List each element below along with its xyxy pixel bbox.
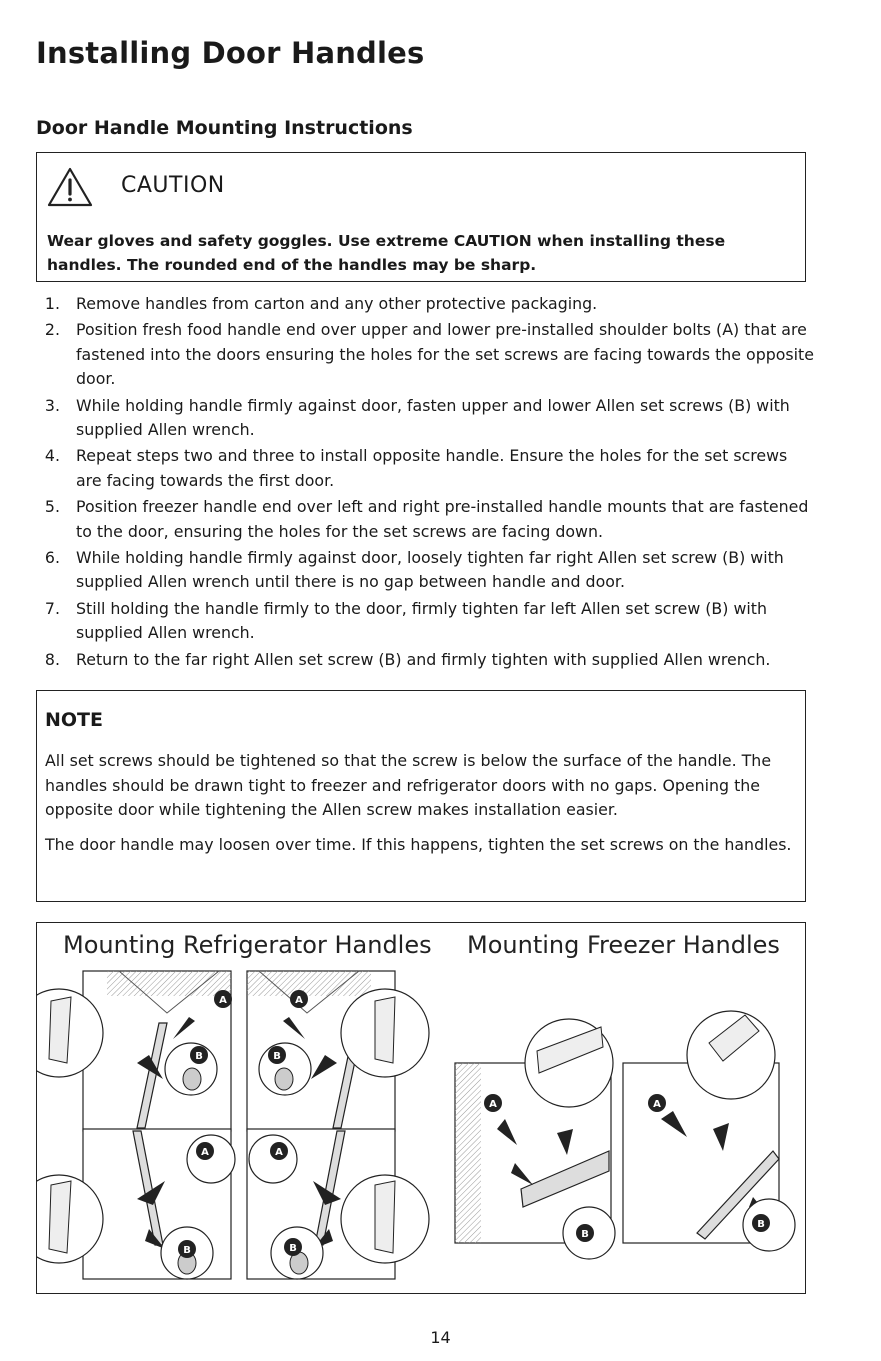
- step-item: [36, 648, 816, 672]
- label-a: A: [219, 995, 227, 1006]
- step-number: 1.: [44, 294, 60, 313]
- step-item: [36, 495, 816, 544]
- step-item: [36, 394, 816, 443]
- note-box: [36, 690, 806, 902]
- step-item: [36, 318, 816, 391]
- label-a-marker: [270, 1142, 288, 1160]
- freezer-figure-title: Mounting Freezer Handles: [467, 931, 780, 959]
- freezer-diagram-right: [623, 1011, 795, 1251]
- fridge-diagram-bottom-right: [247, 1129, 429, 1279]
- label-a-marker: [484, 1094, 502, 1112]
- label-b-marker: [752, 1214, 770, 1232]
- step-text: While holding handle firmly against door, loosely tighten far right Allen set screw (B) with supplied Allen wrench until there is no gap between handle and door.: [76, 548, 784, 592]
- step-text: Position freezer handle end over left and right pre-installed handle mounts that are fastened to the door, ensuring the holes for the set screws are facing down.: [76, 497, 809, 541]
- label-a-marker: [648, 1094, 666, 1112]
- label-a: A: [653, 1099, 661, 1110]
- fridge-diagram-bottom-left: [37, 1129, 235, 1279]
- label-b: B: [581, 1229, 589, 1240]
- step-text: Still holding the handle firmly to the door, firmly tighten far left Allen set screw (B) with supplied Allen wrench.: [76, 598, 767, 643]
- step-text: Repeat steps two and three to install opposite handle. Ensure the holes for the set screws are facing towards the first door.: [76, 446, 788, 490]
- page-number: 14: [430, 1328, 451, 1347]
- label-b: B: [273, 1051, 281, 1062]
- label-a-marker: [196, 1142, 214, 1160]
- label-b-marker: [268, 1046, 286, 1064]
- illustrations: [37, 923, 807, 1295]
- label-b-marker: [178, 1240, 196, 1258]
- note-heading: NOTE: [45, 709, 103, 731]
- step-number: 8.: [44, 649, 60, 669]
- step-number: 5.: [44, 497, 60, 517]
- label-b: B: [757, 1219, 765, 1230]
- fridge-diagram-top-right: [247, 971, 429, 1131]
- label-b: B: [183, 1245, 191, 1256]
- warning-triangle-icon: [47, 167, 93, 207]
- step-item: [36, 546, 816, 595]
- step-number: 4.: [44, 446, 60, 466]
- step-text: Position fresh food handle end over upper and lower pre-installed shoulder bolts (A) that are fastened into the doors ensuring the holes for the set screws are facing towards the opposite door.: [76, 320, 814, 389]
- label-a-marker: [214, 990, 232, 1008]
- freezer-diagram-left: [455, 1019, 615, 1259]
- label-a: A: [489, 1099, 497, 1110]
- caution-box: [36, 152, 806, 282]
- step-number: 3.: [44, 395, 60, 415]
- label-b: B: [195, 1051, 203, 1062]
- instruction-steps: [36, 292, 816, 674]
- page-title: Installing Door Handles: [36, 36, 425, 70]
- label-a: A: [275, 1147, 283, 1158]
- label-a-marker: [290, 990, 308, 1008]
- step-text: Return to the far right Allen set screw (B) and firmly tighten with supplied Allen wrench.: [76, 649, 771, 669]
- label-b: B: [289, 1243, 297, 1254]
- fridge-diagram-top-left: [37, 971, 232, 1131]
- step-item: [36, 292, 816, 316]
- step-number: 2.: [44, 320, 60, 340]
- label-b-marker: [190, 1046, 208, 1064]
- figures-box: [36, 922, 806, 1294]
- step-number: 7.: [44, 598, 60, 618]
- section-heading: Door Handle Mounting Instructions: [36, 117, 413, 139]
- step-item: [36, 444, 816, 493]
- note-paragraph: The door handle may loosen over time. If this happens, tighten the set screws on the handles.: [45, 835, 792, 854]
- step-number: 6.: [44, 548, 60, 568]
- label-a: A: [295, 995, 303, 1006]
- note-paragraph: All set screws should be tightened so that the screw is below the surface of the handle. The handles should be drawn tight to freezer and refrigerator doors with no gaps. Opening the opposite door while tightening the Allen screw makes installation easier.: [45, 751, 772, 819]
- caution-text: Wear gloves and safety goggles. Use extreme CAUTION when installing these handles. The rounded end of the handles may be sharp.: [47, 232, 726, 274]
- refrigerator-figure-title: Mounting Refrigerator Handles: [63, 931, 432, 959]
- label-a: A: [201, 1147, 209, 1158]
- label-b-marker: [284, 1238, 302, 1256]
- step-text: Remove handles from carton and any other protective packaging.: [76, 294, 598, 313]
- step-item: [36, 597, 816, 646]
- label-b-marker: [576, 1224, 594, 1242]
- caution-heading: CAUTION: [121, 173, 225, 198]
- step-text: While holding handle firmly against door, fasten upper and lower Allen set screws (B) with supplied Allen wrench.: [76, 395, 790, 440]
